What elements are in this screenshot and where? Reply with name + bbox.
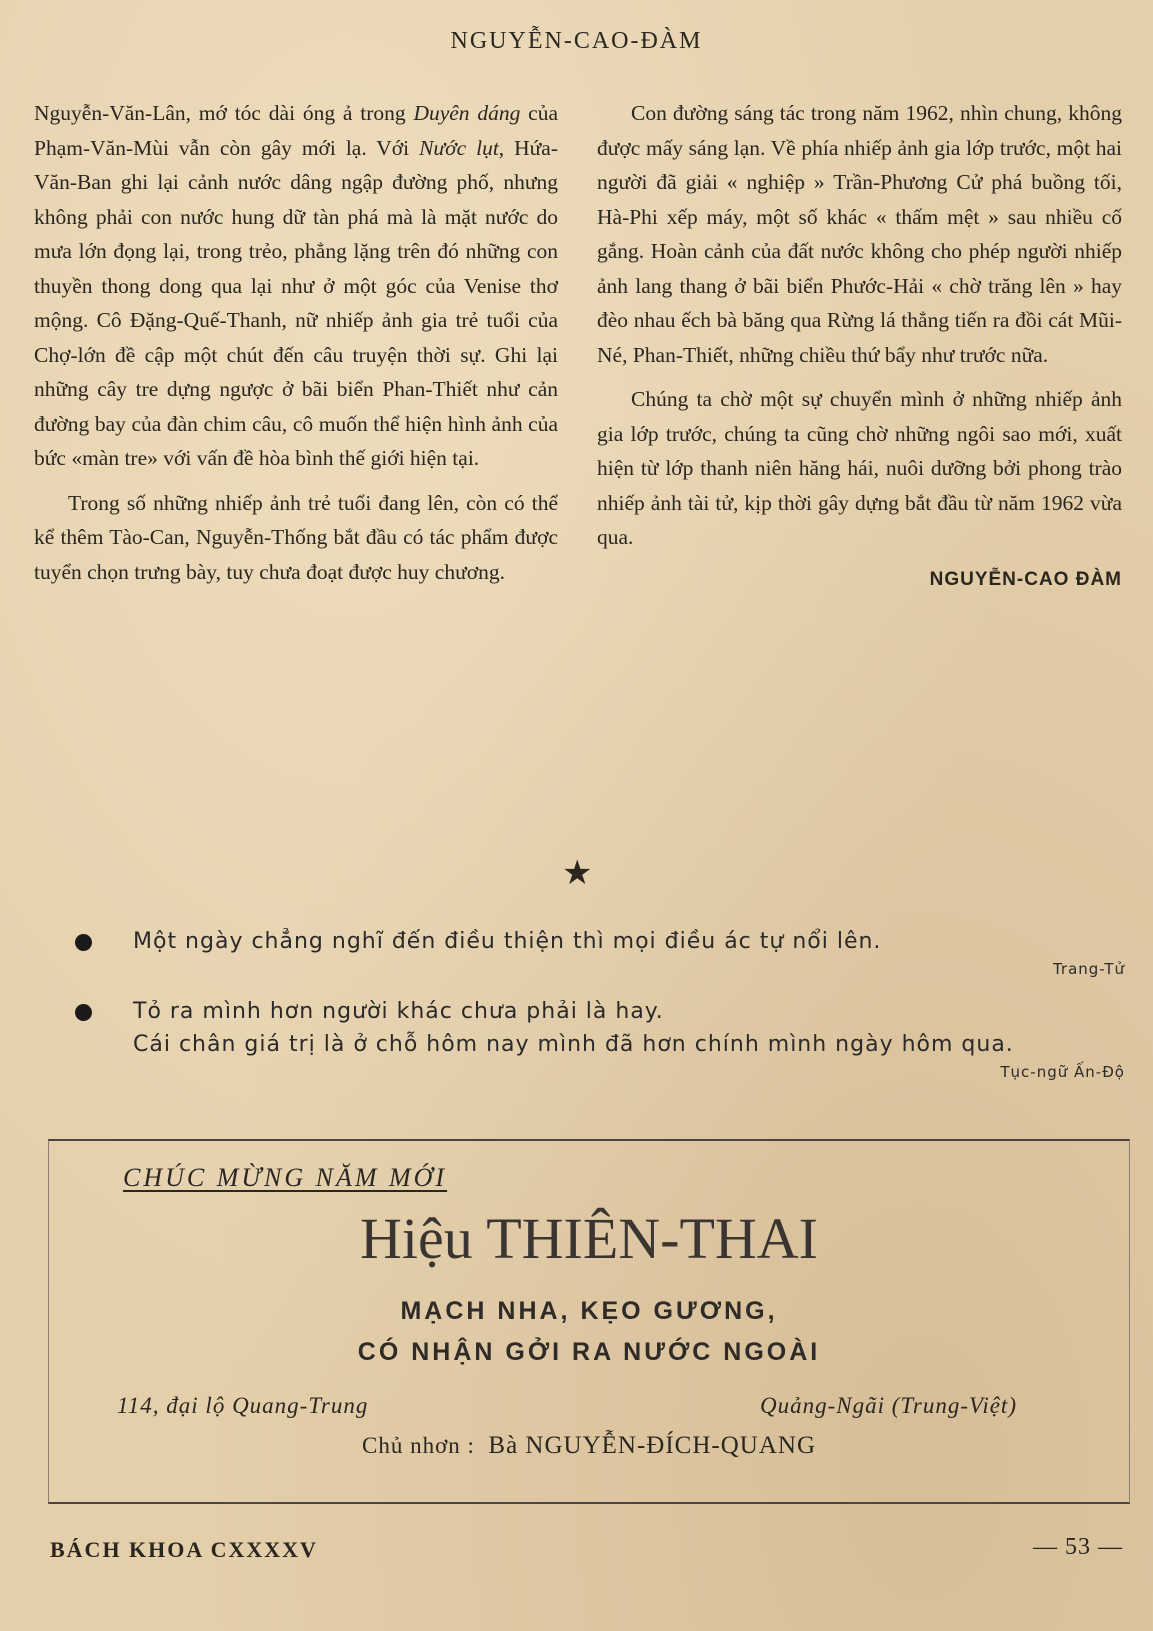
ad-owner <box>49 1432 1129 1460</box>
right-paragraph-1: Con đường sáng tác trong năm 1962, nhìn chung, không được mấy sáng lạn. Về phía nhiếp ảnh gia lớp trước, một hai người đã giải « nghiệp » Trần-Phương Cử phá buồng tối, Hà-Phi xếp máy, một số khác « thấm mệt » sau nhiều cố gắng. Hoàn cảnh của đất nước không cho phép người nhiếp ảnh lang thang ở bãi biển Phước-Hải « chờ trăng lên » hay đèo nhau ếch bà băng qua Rừng lá thẳng tiến ra đồi cát Mũi-Né, Phan-Thiết, những chiều thứ bẩy như trước nữa. <box>597 101 1122 367</box>
right-column <box>597 96 1122 597</box>
ad-product-line: MẠCH NHA, KẸO GƯƠNG, <box>400 1297 778 1325</box>
right-paragraph-2: Chúng ta chờ một sự chuyển mình ở những nhiếp ảnh gia lớp trước, chúng ta cũng chờ những ngôi sao mới, xuất hiện từ lớp thanh niên hăng hái, nuôi dưỡng bởi phong trào nhiếp ảnh tài tử, kịp thời gây dựng bắt đầu từ năm 1962 vừa qua. <box>597 387 1122 549</box>
left-paragraph-1 <box>34 96 558 476</box>
left-p1-text-c: , Hứa-Văn-Ban ghi lại cảnh nước dâng ngập đường phố, nhưng không phải con nước hung dữ tàn phá mà là mặt nước do mưa lớn đọng lại, trong trẻo, phẳng lặng trên đó những con thuyền thong dong qua lại như ở một góc của Venise thơ mộng. Cô Đặng-Quế-Thanh, nữ nhiếp ảnh gia trẻ tuổi của Chợ-lớn đề cập một chút đến câu truyện thời sự. Ghi lại những cây tre dựng ngược ở bãi biển Phan-Thiết như cản đường bay của đàn chim câu, cô muốn thể hiện hình ảnh của bức «màn tre» với vấn đề hòa bình thế giới hiện tại. <box>34 135 558 470</box>
advertisement-box <box>48 1139 1130 1504</box>
running-head: NGUYỄN-CAO-ĐÀM <box>450 28 703 54</box>
quote-2-line-1: Tỏ ra mình hơn người khác chưa phải là hay. <box>133 999 664 1024</box>
quote-1-source: Trang-Tử <box>1052 960 1125 978</box>
ad-address: 114, đại lộ Quang-Trung <box>117 1393 369 1418</box>
separator-star-icon: ★ <box>562 853 593 893</box>
ad-shipping-line: CÓ NHẬN GỞI RA NƯỚC NGOÀI <box>357 1338 821 1366</box>
quote-2-source: Tục-ngữ Ấn-Độ <box>1000 1063 1125 1081</box>
quote-2-text <box>133 995 1125 1061</box>
left-column <box>34 96 558 589</box>
ad-shop-name: Hiệu THIÊN-THAI <box>360 1206 818 1271</box>
footer-page-number: — 53 — <box>1033 1534 1123 1560</box>
ad-greeting: CHÚC MỪNG NĂM MỚI <box>123 1163 448 1192</box>
left-p1-text-b: của Phạm-Văn-Mùi vẫn còn gây mới lạ. Với <box>34 101 558 160</box>
footer-publication: BÁCH KHOA CXXXXV <box>50 1537 318 1562</box>
bullet-icon <box>75 1004 92 1021</box>
left-p1-italic-title-2: Nước lụt <box>419 135 499 160</box>
quote-1 <box>75 925 1125 980</box>
left-p1-italic-title-1: Duyên dáng <box>413 101 521 125</box>
bullet-icon <box>75 934 92 951</box>
ad-city: Quảng-Ngãi (Trung-Việt) <box>759 1393 1017 1418</box>
ad-owner-name: Bà NGUYỄN-ĐÍCH-QUANG <box>488 1432 816 1459</box>
ad-owner-label: Chủ nhơn : <box>362 1433 475 1458</box>
quote-1-text: Một ngày chẳng nghĩ đến điều thiện thì mọi điều ác tự nổi lên. <box>133 929 882 954</box>
quote-2-line-2: Cái chân giá trị là ở chỗ hôm nay mình đã hơn chính mình ngày hôm qua. <box>133 1032 1014 1057</box>
quote-2 <box>75 995 1125 1083</box>
left-p1-text-a: Nguyễn-Văn-Lân, mớ tóc dài óng ả trong <box>34 101 414 125</box>
author-signature: NGUYỄN-CAO ĐÀM <box>929 568 1122 590</box>
left-paragraph-2: Trong số những nhiếp ảnh trẻ tuổi đang lên, còn có thể kể thêm Tào-Can, Nguyễn-Thống bắt đầu có tác phẩm được tuyển chọn trưng bày, tuy chưa đoạt được huy chương. <box>34 490 558 584</box>
